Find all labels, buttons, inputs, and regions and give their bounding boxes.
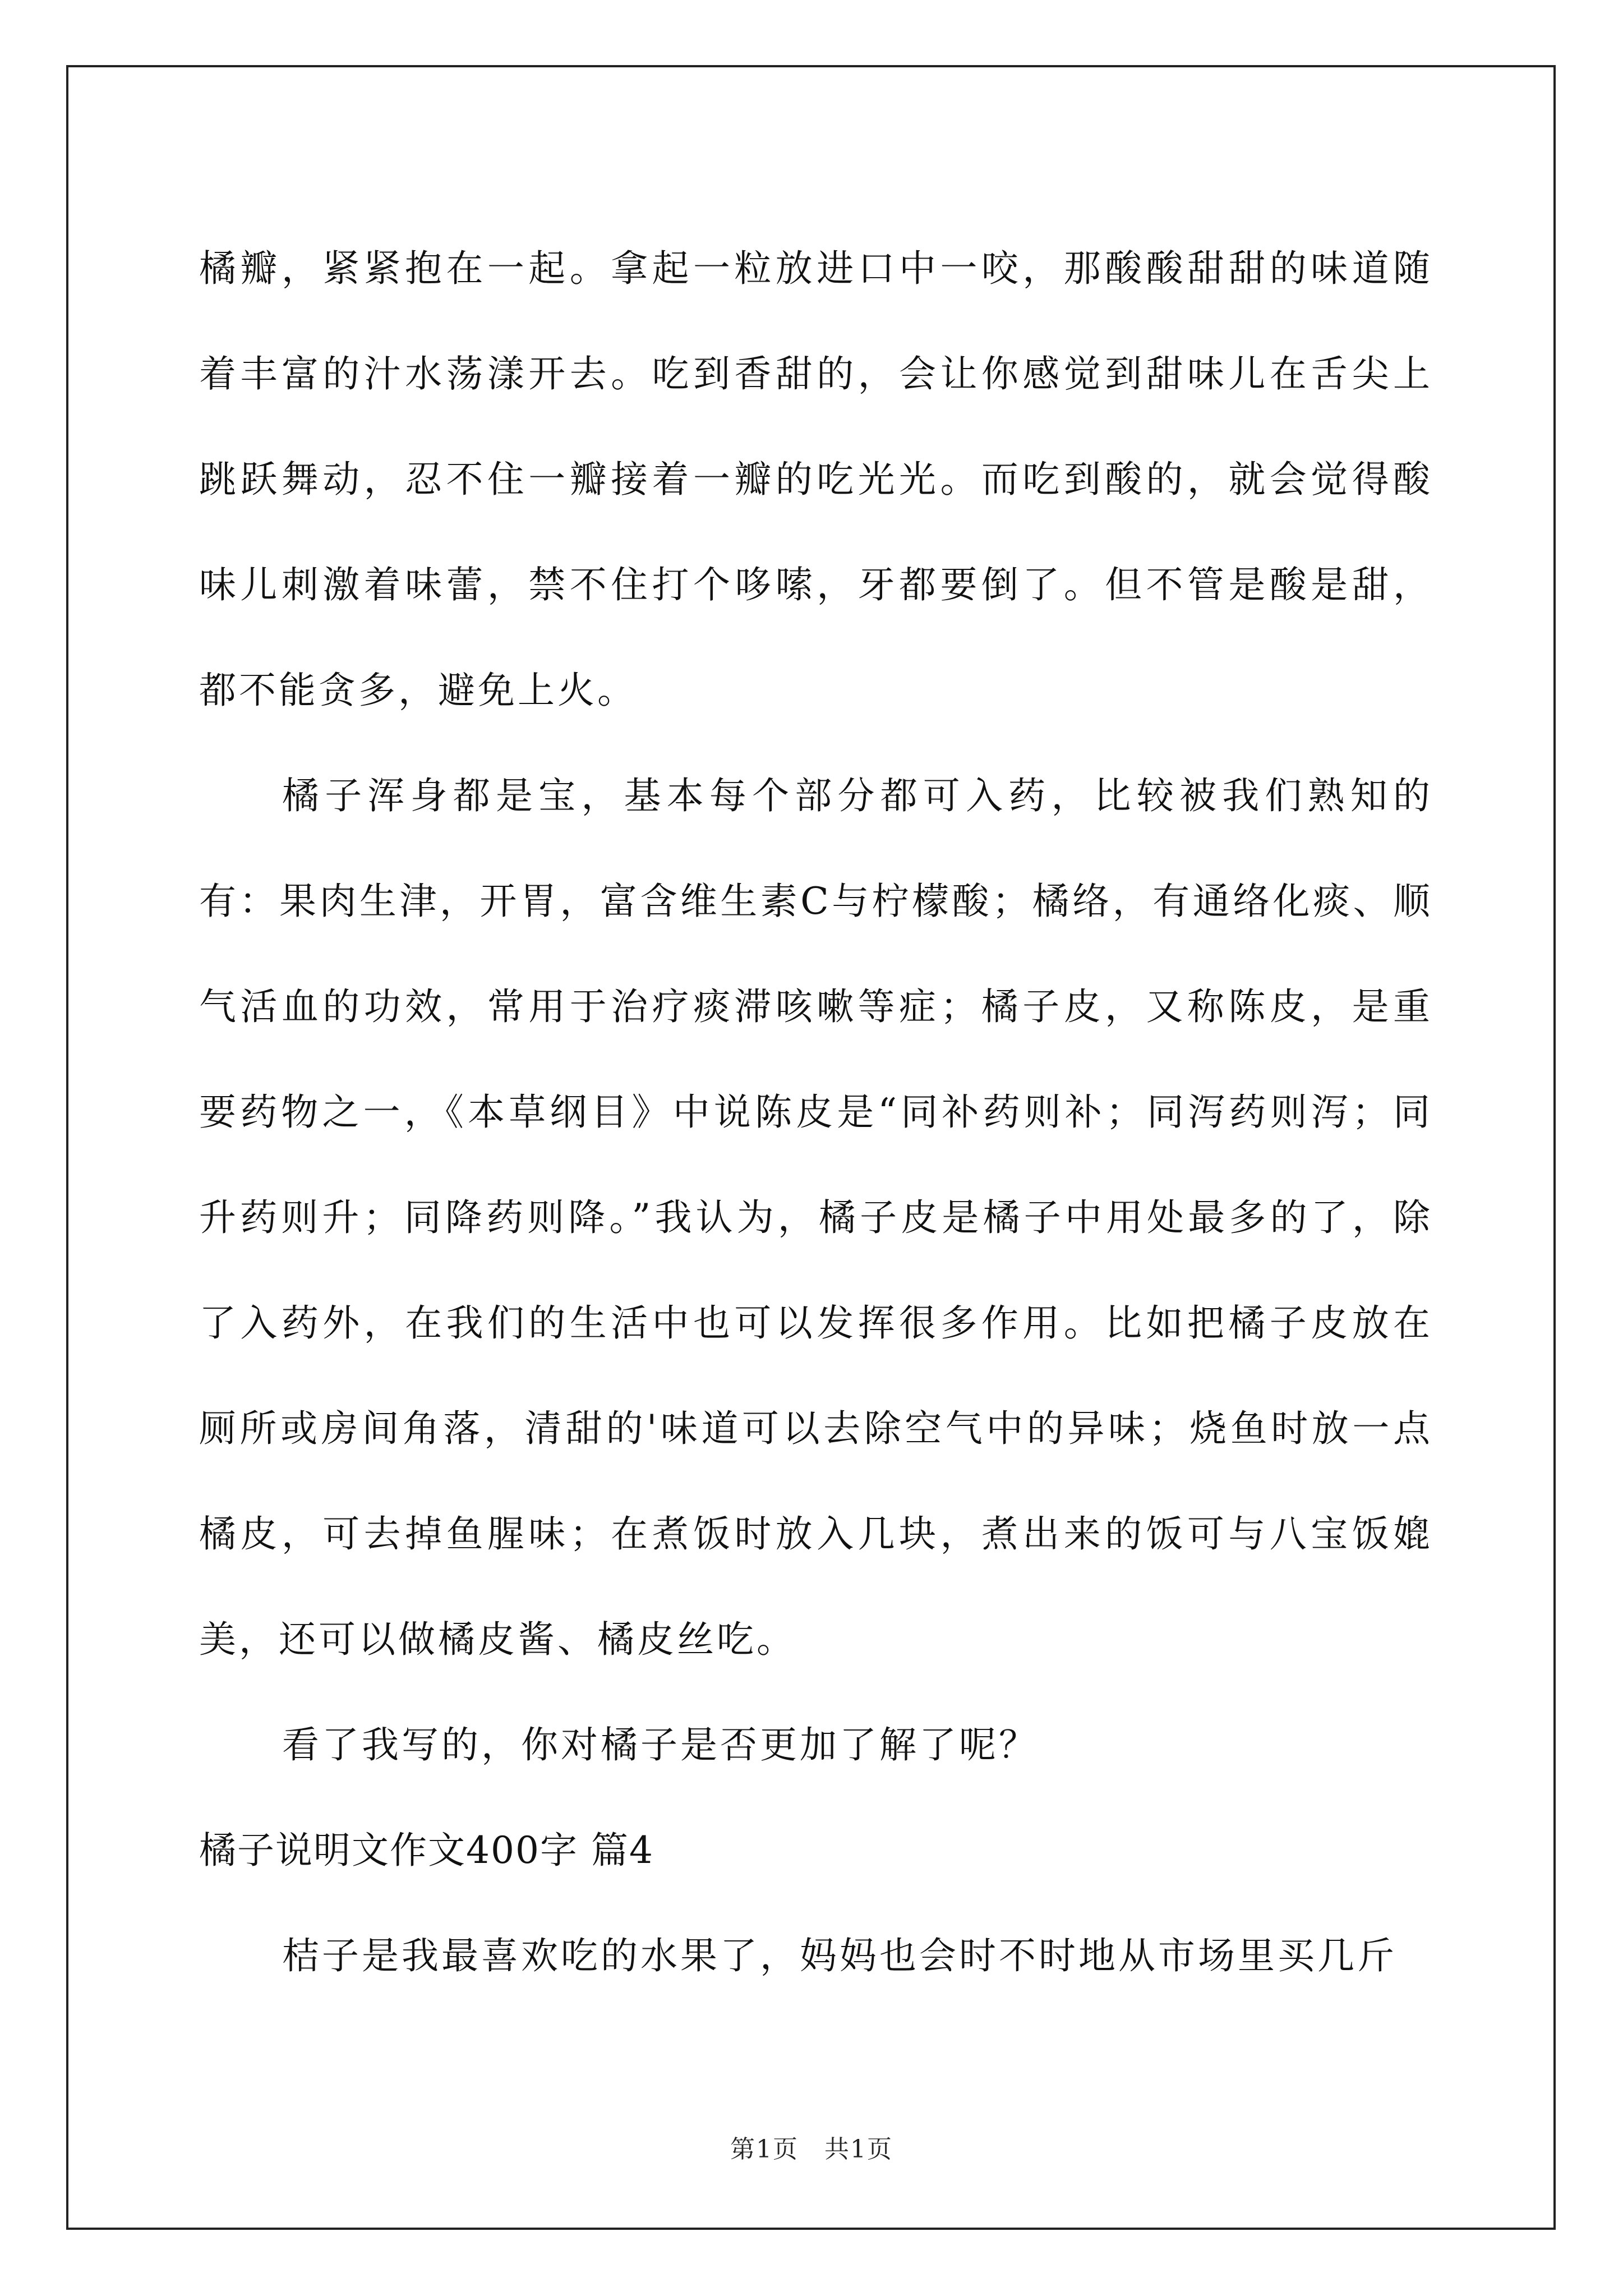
section-heading: 橘子说明文作文400字 篇4 <box>199 1829 654 1872</box>
document-body <box>199 216 1433 2009</box>
paragraph-medicinal-uses: 橘子浑身都是宝，基本每个部分都可入药，比较被我们熟知的有：果肉生津，开胃，富含维生素C与柠檬酸；橘络，有通络化痰、顺气活血的功效，常用于治疗痰滞咳嗽等症；橘子皮，又称陈皮，是重要药物之一，《本草纲目》中说陈皮是“同补药则补；同泻药则泻；同升药则升；同降药则降。”我认为，橘子皮是橘子中用处最多的了，除了入药外，在我们的生活中也可以发挥很多作用。比如把橘子皮放在厕所或房间角落，清甜的'味道可以去除空气中的异味；烧鱼时放一点橘皮，可去掉鱼腥味；在煮饭时放入几块，煮出来的饭可与八宝饭媲美，还可以做橘皮酱、橘皮丝吃。 <box>199 774 1433 1661</box>
paragraph-section-4-start: 桔子是我最喜欢吃的水果了，妈妈也会时不时地从市场里买几斤 <box>282 1934 1397 1977</box>
paragraph-continuation: 橘瓣，紧紧抱在一起。拿起一粒放进口中一咬，那酸酸甜甜的味道随着丰富的汁水荡漾开去。吃到香甜的，会让你感觉到甜味儿在舌尖上跳跃舞动，忍不住一瓣接着一瓣的吃光光。而吃到酸的，就会觉得酸味儿刺激着味蕾，禁不住打个哆嗦，牙都要倒了。但不管是酸是甜，都不能贪多，避免上火。 <box>199 247 1433 712</box>
page-number-footer: 第1页 共1页 <box>730 2135 893 2164</box>
paragraph-closing-question: 看了我写的，你对橘子是否更加了解了呢？ <box>282 1723 1039 1766</box>
